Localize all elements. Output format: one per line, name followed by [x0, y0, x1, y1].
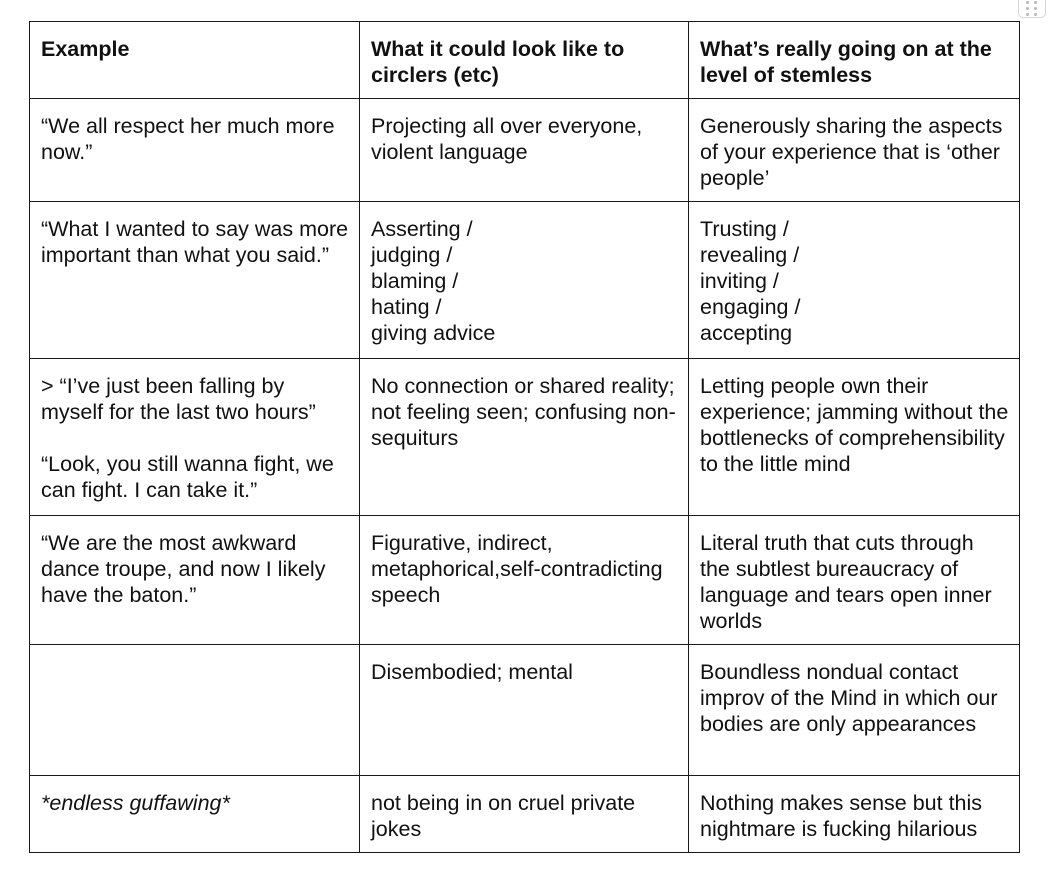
cell-really[interactable]: Nothing makes sense but this nightmare is fucking hilarious — [689, 776, 1020, 853]
cell-really[interactable]: Boundless nondual contact improv of the Mind in which our bodies are only appearances — [689, 645, 1020, 776]
grip-dot-icon — [1026, 13, 1029, 16]
cell-example[interactable]: *endless guffawing* — [30, 776, 360, 853]
grip-dot-icon — [1026, 7, 1029, 10]
cell-looks-like[interactable]: Asserting / judging / blaming / hating / giving advice — [360, 202, 689, 359]
grip-dot-icon — [1026, 1, 1029, 4]
grip-dot-icon — [1034, 13, 1037, 16]
cell-really[interactable]: Letting people own their experience; jamming without the bottlenecks of comprehensibility to the little mind — [689, 359, 1020, 516]
cell-example[interactable]: “What I wanted to say was more important than what you said.” — [30, 202, 360, 359]
cell-looks-like[interactable]: Projecting all over everyone, violent language — [360, 99, 689, 202]
cell-looks-like[interactable]: not being in on cruel private jokes — [360, 776, 689, 853]
table-row — [30, 776, 1020, 853]
cell-looks-like[interactable]: Disembodied; mental — [360, 645, 689, 776]
cell-really[interactable]: Trusting / revealing / inviting / engaging / accepting — [689, 202, 1020, 359]
cell-looks-like[interactable]: No connection or shared reality; not feeling seen; confusing non-sequiturs — [360, 359, 689, 516]
table-row — [30, 359, 1020, 516]
table-row — [30, 516, 1020, 645]
grip-dot-icon — [1034, 7, 1037, 10]
cell-example[interactable]: “We are the most awkward dance troupe, and now I likely have the baton.” — [30, 516, 360, 645]
cell-example[interactable] — [30, 645, 360, 776]
table-row — [30, 202, 1020, 359]
header-cell-really[interactable]: What’s really going on at the level of stemless — [689, 22, 1020, 99]
cell-really[interactable]: Generously sharing the aspects of your experience that is ‘other people’ — [689, 99, 1020, 202]
table-row — [30, 99, 1020, 202]
comparison-table — [29, 21, 1020, 853]
header-cell-example[interactable]: Example — [30, 22, 360, 99]
header-cell-looks-like[interactable]: What it could look like to circlers (etc) — [360, 22, 689, 99]
grip-dot-icon — [1034, 1, 1037, 4]
table-row — [30, 645, 1020, 776]
header-row — [30, 22, 1020, 99]
table-drag-handle[interactable] — [1018, 0, 1046, 18]
cell-example[interactable]: “We all respect her much more now.” — [30, 99, 360, 202]
cell-really[interactable]: Literal truth that cuts through the subtlest bureaucracy of language and tears open inner worlds — [689, 516, 1020, 645]
cell-looks-like[interactable]: Figurative, indirect, metaphorical,self-contradicting speech — [360, 516, 689, 645]
cell-example[interactable]: > “I’ve just been falling by myself for the last two hours” “Look, you still wanna fight, we can fight. I can take it.” — [30, 359, 360, 516]
